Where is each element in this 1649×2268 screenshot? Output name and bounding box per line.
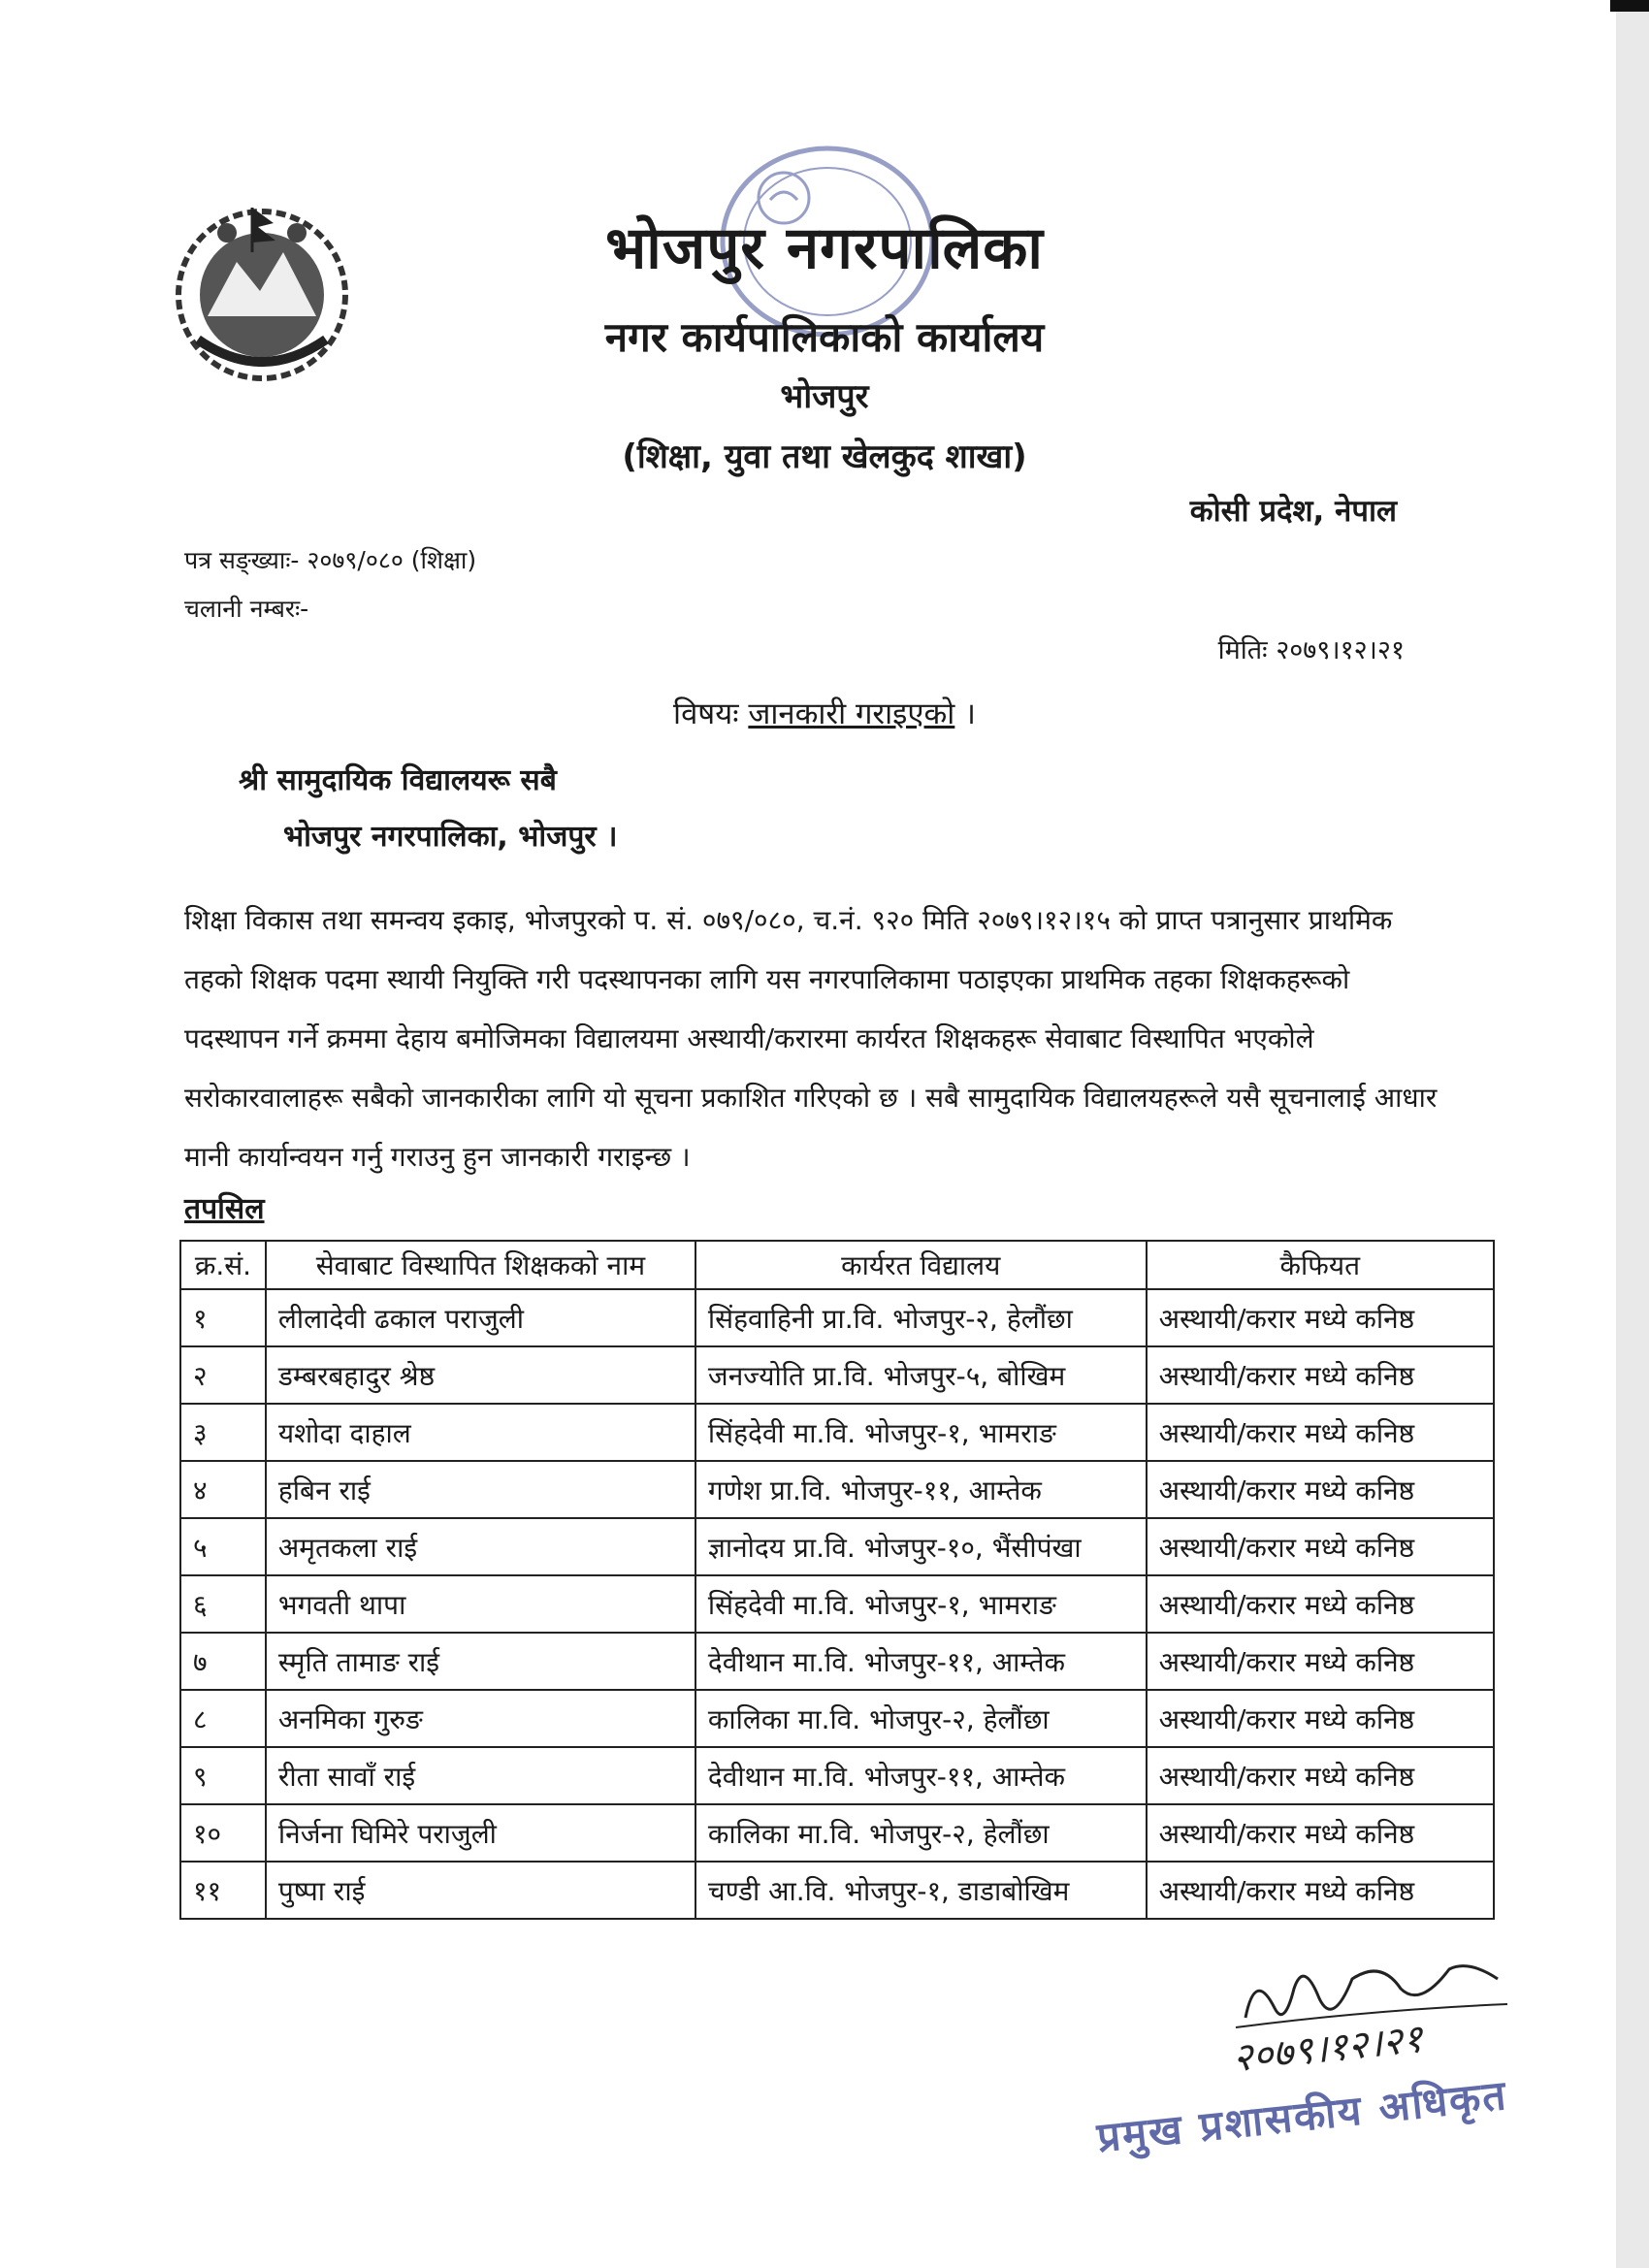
cell-school: सिंहवाहिनी प्रा.वि. भोजपुर-२, हेलौंछा — [695, 1289, 1147, 1346]
table-row — [180, 1289, 1494, 1346]
cell-remarks: अस्थायी/करार मध्ये कनिष्ठ — [1147, 1346, 1494, 1404]
cell-school: सिंहदेवी मा.वि. भोजपुर-१, भामराङ — [695, 1404, 1147, 1461]
cell-school: ज्ञानोदय प्रा.वि. भोजपुर-१०, भैंसीपंखा — [695, 1518, 1147, 1575]
table-row — [180, 1518, 1494, 1575]
cell-serial: २ — [180, 1346, 266, 1404]
cell-school: कालिका मा.वि. भोजपुर-२, हेलौंछा — [695, 1804, 1147, 1862]
table-row — [180, 1461, 1494, 1518]
table-header-row — [180, 1241, 1494, 1289]
office-name: नगर कार्यपालिकाको कार्यालय — [604, 313, 1045, 361]
cell-remarks: अस्थायी/करार मध्ये कनिष्ठ — [1147, 1862, 1494, 1919]
addressee-line-2: भोजपुर नगरपालिका, भोजपुर । — [283, 820, 618, 854]
table-row — [180, 1404, 1494, 1461]
subject-suffix: । — [964, 697, 976, 731]
admin-officer-stamp: प्रमुख प्रशासकीय अधिकृत — [1094, 2070, 1510, 2162]
cell-name: डम्बरबहादुर श्रेष्ठ — [266, 1346, 695, 1404]
table-row — [180, 1633, 1494, 1690]
cell-name: अनमिका गुरुङ — [266, 1690, 695, 1747]
cell-remarks: अस्थायी/करार मध्ये कनिष्ठ — [1147, 1690, 1494, 1747]
cell-school: गणेश प्रा.वि. भोजपुर-११, आम्तेक — [695, 1461, 1147, 1518]
subject-line — [0, 693, 1649, 733]
cell-remarks: अस्थायी/करार मध्ये कनिष्ठ — [1147, 1518, 1494, 1575]
cell-school: जनज्योति प्रा.वि. भोजपुर-५, बोखिम — [695, 1346, 1147, 1404]
table-row — [180, 1690, 1494, 1747]
table-row — [180, 1804, 1494, 1862]
province-line: कोसी प्रदेश, नेपाल — [1189, 494, 1397, 529]
cell-remarks: अस्थायी/करार मध्ये कनिष्ठ — [1147, 1575, 1494, 1633]
cell-serial: ९ — [180, 1747, 266, 1804]
dispatch-number: चलानी नम्बरः- — [184, 595, 309, 623]
cell-school: देवीथान मा.वि. भोजपुर-११, आम्तेक — [695, 1747, 1147, 1804]
cell-name: रीता सावाँ राई — [266, 1747, 695, 1804]
table-row — [180, 1575, 1494, 1633]
subject-prefix: विषयः — [673, 697, 739, 731]
addressee-line-1: श्री सामुदायिक विद्यालयरू सबै — [239, 763, 557, 797]
section-name: (शिक्षा, युवा तथा खेलकुद शाखा) — [622, 437, 1027, 476]
scan-mark — [1610, 0, 1649, 12]
header-serial: क्र.सं. — [180, 1241, 266, 1289]
header-remarks: कैफियत — [1147, 1241, 1494, 1289]
table-row — [180, 1747, 1494, 1804]
cell-serial: ८ — [180, 1690, 266, 1747]
body-paragraph: शिक्षा विकास तथा समन्वय इकाइ, भोजपुरको प. सं. ०७९/०८०, च.नं. ९२० मिति २०७९।१२।१५ को प्राप्त पत्रानुसार प्राथमिक तहको शिक्षक पदमा स्थायी नियुक्ति गरी पदस्थापनका लागि यस नगरपालिकामा पठाइएका प्राथमिक तहका शिक्षकहरूको पदस्थापन गर्ने क्रममा देहाय बमोजिमका विद्यालयमा अस्थायी/करारमा कार्यरत शिक्षकहरू सेवाबाट विस्थापित भएकोले सरोकारवालाहरू सबैको जानकारीका लागि यो सूचना प्रकाशित गरिएको छ । सबै सामुदायिक विद्यालयहरूले यसै सूचनालाई आधार मानी कार्यान्वयन गर्नु गराउनु हुन जानकारी गराइन्छ । — [184, 904, 1438, 1173]
cell-name: निर्जना घिमिरे पराजुली — [266, 1804, 695, 1862]
tapasil-heading: तपसिल — [184, 1192, 265, 1226]
cell-serial: ११ — [180, 1862, 266, 1919]
cell-serial: ५ — [180, 1518, 266, 1575]
cell-school: देवीथान मा.वि. भोजपुर-११, आम्तेक — [695, 1633, 1147, 1690]
cell-remarks: अस्थायी/करार मध्ये कनिष्ठ — [1147, 1804, 1494, 1862]
signature-date: २०७९।१२।२१ — [1230, 2016, 1425, 2082]
cell-name: अमृतकला राई — [266, 1518, 695, 1575]
cell-name: हबिन राई — [266, 1461, 695, 1518]
cell-name: स्मृति तामाङ राई — [266, 1633, 695, 1690]
cell-remarks: अस्थायी/करार मध्ये कनिष्ठ — [1147, 1289, 1494, 1346]
cell-serial: १० — [180, 1804, 266, 1862]
letter-date: मितिः २०७९।१२।२१ — [1217, 635, 1405, 665]
cell-remarks: अस्थायी/करार मध्ये कनिष्ठ — [1147, 1461, 1494, 1518]
cell-name: भगवती थापा — [266, 1575, 695, 1633]
cell-remarks: अस्थायी/करार मध्ये कनिष्ठ — [1147, 1747, 1494, 1804]
displaced-teachers-table — [179, 1240, 1495, 1920]
cell-remarks: अस्थायी/करार मध्ये कनिष्ठ — [1147, 1633, 1494, 1690]
cell-remarks: अस्थायी/करार मध्ये कनिष्ठ — [1147, 1404, 1494, 1461]
cell-name: लीलादेवी ढकाल पराजुली — [266, 1289, 695, 1346]
letter-number: पत्र सङ्ख्याः- २०७९/०८० (शिक्षा) — [184, 546, 477, 574]
subject-text: जानकारी गराइएको — [748, 697, 955, 731]
office-location: भोजपुर — [780, 377, 869, 416]
cell-school: कालिका मा.वि. भोजपुर-२, हेलौंछा — [695, 1690, 1147, 1747]
cell-serial: ४ — [180, 1461, 266, 1518]
header-school: कार्यरत विद्यालय — [695, 1241, 1147, 1289]
table-row — [180, 1862, 1494, 1919]
cell-name: पुष्पा राई — [266, 1862, 695, 1919]
cell-serial: ६ — [180, 1575, 266, 1633]
cell-school: चण्डी आ.वि. भोजपुर-१, डाडाबोखिम — [695, 1862, 1147, 1919]
cell-serial: ३ — [180, 1404, 266, 1461]
cell-serial: ७ — [180, 1633, 266, 1690]
municipality-name: भोजपुर नगरपालिका — [605, 214, 1044, 282]
header-teacher-name: सेवाबाट विस्थापित शिक्षकको नाम — [266, 1241, 695, 1289]
cell-serial: १ — [180, 1289, 266, 1346]
cell-name: यशोदा दाहाल — [266, 1404, 695, 1461]
table-row — [180, 1346, 1494, 1404]
cell-school: सिंहदेवी मा.वि. भोजपुर-१, भामराङ — [695, 1575, 1147, 1633]
